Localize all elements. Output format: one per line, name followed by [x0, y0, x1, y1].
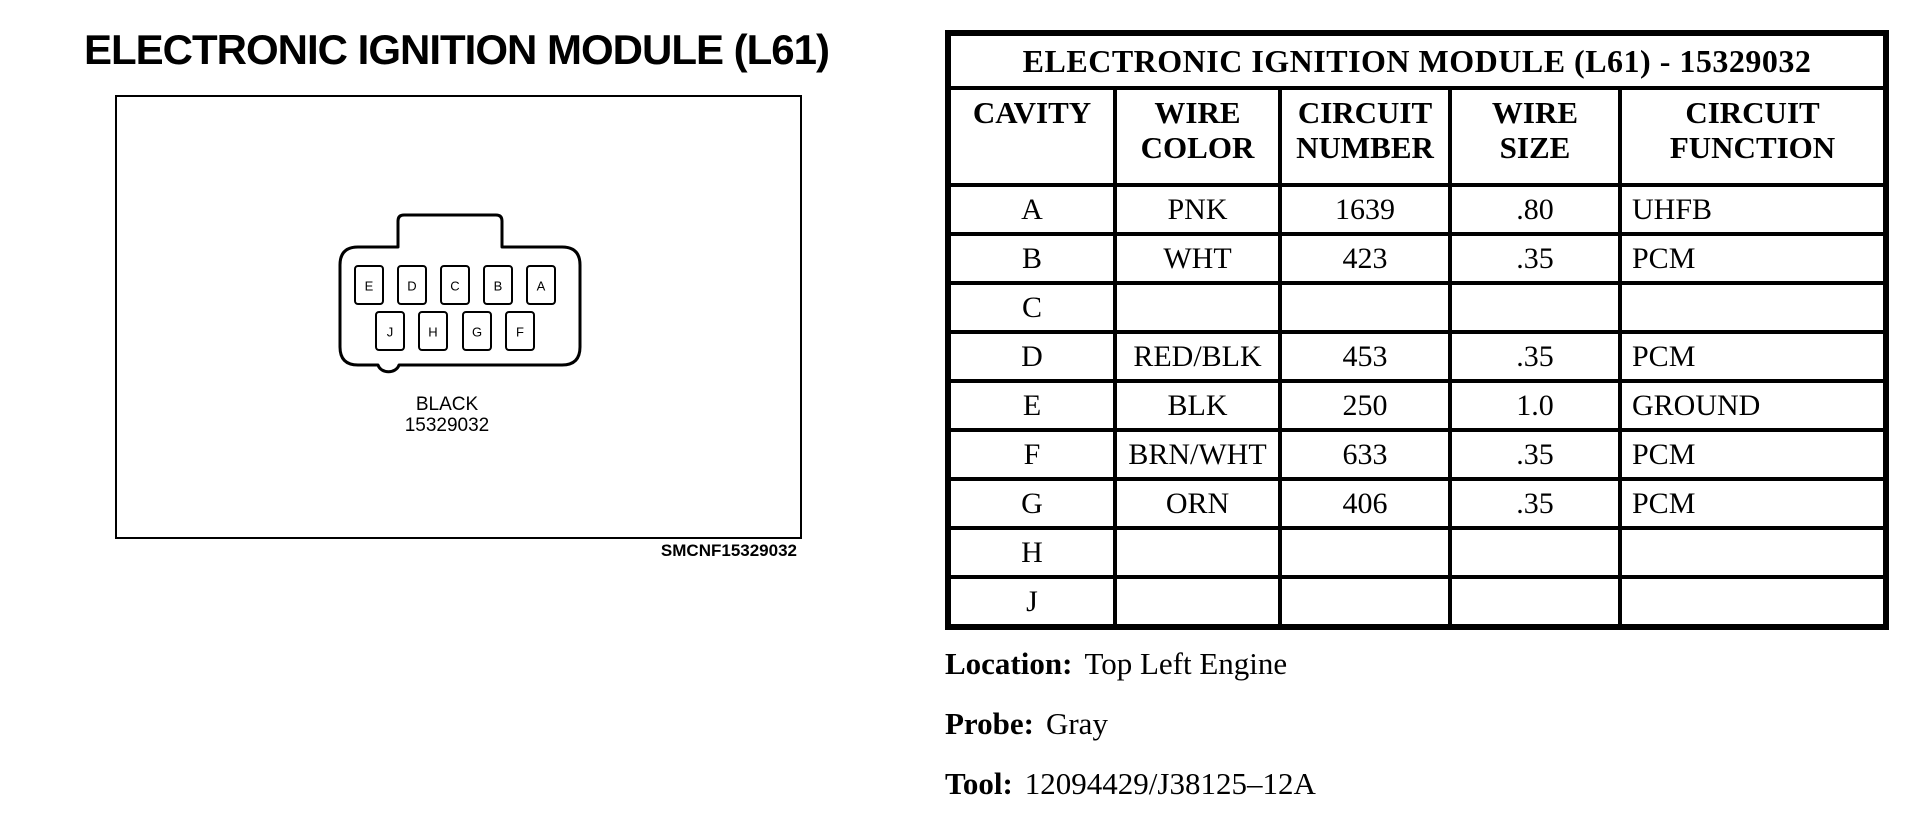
- connector-color: BLACK: [415, 394, 479, 415]
- pin-letter: E: [364, 278, 374, 294]
- cell-wire-color: BRN/WHT: [1115, 430, 1280, 479]
- cell-wire-size: [1450, 283, 1620, 332]
- probe-label: Probe:: [945, 706, 1034, 741]
- cell-cavity: B: [948, 234, 1115, 283]
- cell-cavity: F: [948, 430, 1115, 479]
- cell-cavity: E: [948, 381, 1115, 430]
- cell-wire-color: [1115, 528, 1280, 577]
- cell-circuit-number: 423: [1280, 234, 1450, 283]
- col-header-wire-size: WIRE SIZE: [1450, 88, 1620, 185]
- cell-wire-size: .35: [1450, 332, 1620, 381]
- table-title-row: [948, 33, 1886, 88]
- tool-line: [945, 766, 1316, 802]
- table-row: [948, 234, 1886, 283]
- cell-circuit-function: [1620, 577, 1886, 627]
- col-header-cavity: CAVITY: [948, 88, 1115, 185]
- connector-part-number: 15329032: [404, 415, 490, 436]
- cell-cavity: J: [948, 577, 1115, 627]
- probe-value: Gray: [1045, 706, 1108, 741]
- diagram-title: ELECTRONIC IGNITION MODULE (L61): [84, 26, 829, 73]
- cell-circuit-function: PCM: [1620, 234, 1886, 283]
- cell-wire-color: RED/BLK: [1115, 332, 1280, 381]
- cell-wire-size: .35: [1450, 430, 1620, 479]
- table-row: [948, 430, 1886, 479]
- pin-letter: C: [450, 278, 460, 294]
- cell-circuit-function: UHFB: [1620, 185, 1886, 234]
- cell-cavity: G: [948, 479, 1115, 528]
- pin-letter: G: [471, 324, 483, 340]
- table-row: [948, 577, 1886, 627]
- cell-wire-size: [1450, 528, 1620, 577]
- col-header-circuit-number: CIRCUIT NUMBER: [1280, 88, 1450, 185]
- cell-circuit-function: [1620, 283, 1886, 332]
- pin-letter: J: [386, 324, 394, 340]
- cell-wire-size: .80: [1450, 185, 1620, 234]
- table-row: [948, 283, 1886, 332]
- pin-letter: H: [428, 324, 438, 340]
- cell-wire-size: .35: [1450, 479, 1620, 528]
- cell-wire-color: ORN: [1115, 479, 1280, 528]
- cell-circuit-function: [1620, 528, 1886, 577]
- table-row: [948, 185, 1886, 234]
- tool-value: 12094429/J38125–12A: [1024, 766, 1316, 801]
- location-line: [945, 646, 1316, 682]
- table-row: [948, 332, 1886, 381]
- connector-label: [337, 394, 557, 436]
- probe-line: [945, 706, 1316, 742]
- col-header-circuit-function: CIRCUIT FUNCTION: [1620, 88, 1886, 185]
- cell-wire-color: [1115, 283, 1280, 332]
- cell-circuit-function: PCM: [1620, 479, 1886, 528]
- cell-circuit-function: PCM: [1620, 332, 1886, 381]
- location-value: Top Left Engine: [1084, 646, 1288, 681]
- cell-circuit-number: [1280, 528, 1450, 577]
- pinout-table: [945, 30, 1889, 630]
- table-row: [948, 479, 1886, 528]
- col-header-wire-color: WIRE COLOR: [1115, 88, 1280, 185]
- cell-circuit-number: [1280, 577, 1450, 627]
- cell-wire-size: .35: [1450, 234, 1620, 283]
- cell-wire-size: [1450, 577, 1620, 627]
- cell-circuit-number: 250: [1280, 381, 1450, 430]
- cell-cavity: D: [948, 332, 1115, 381]
- pin-letter: A: [536, 278, 546, 294]
- cell-circuit-function: PCM: [1620, 430, 1886, 479]
- table-row: [948, 381, 1886, 430]
- table-body: [948, 185, 1886, 627]
- cell-circuit-number: [1280, 283, 1450, 332]
- cell-circuit-number: 453: [1280, 332, 1450, 381]
- figure-code: SMCNF15329032: [660, 541, 797, 560]
- cell-circuit-number: 1639: [1280, 185, 1450, 234]
- connector-details: [945, 646, 1316, 816]
- cell-cavity: C: [948, 283, 1115, 332]
- cell-circuit-number: 406: [1280, 479, 1450, 528]
- table-row: [948, 528, 1886, 577]
- cell-wire-color: BLK: [1115, 381, 1280, 430]
- tool-label: Tool:: [945, 766, 1013, 801]
- cell-cavity: A: [948, 185, 1115, 234]
- table-header-row: [948, 88, 1886, 185]
- pin-letter: D: [407, 278, 417, 294]
- connector-figure-box: [115, 95, 802, 560]
- cell-circuit-function: GROUND: [1620, 381, 1886, 430]
- cell-circuit-number: 633: [1280, 430, 1450, 479]
- cell-cavity: H: [948, 528, 1115, 577]
- location-label: Location:: [945, 646, 1073, 681]
- pin-letter: F: [516, 324, 524, 340]
- cell-wire-size: 1.0: [1450, 381, 1620, 430]
- table-title: ELECTRONIC IGNITION MODULE (L61) - 15329032: [948, 33, 1886, 88]
- pin-letter: B: [493, 278, 503, 294]
- connector-svg: [320, 200, 600, 385]
- cell-wire-color: PNK: [1115, 185, 1280, 234]
- cell-wire-color: [1115, 577, 1280, 627]
- cell-wire-color: WHT: [1115, 234, 1280, 283]
